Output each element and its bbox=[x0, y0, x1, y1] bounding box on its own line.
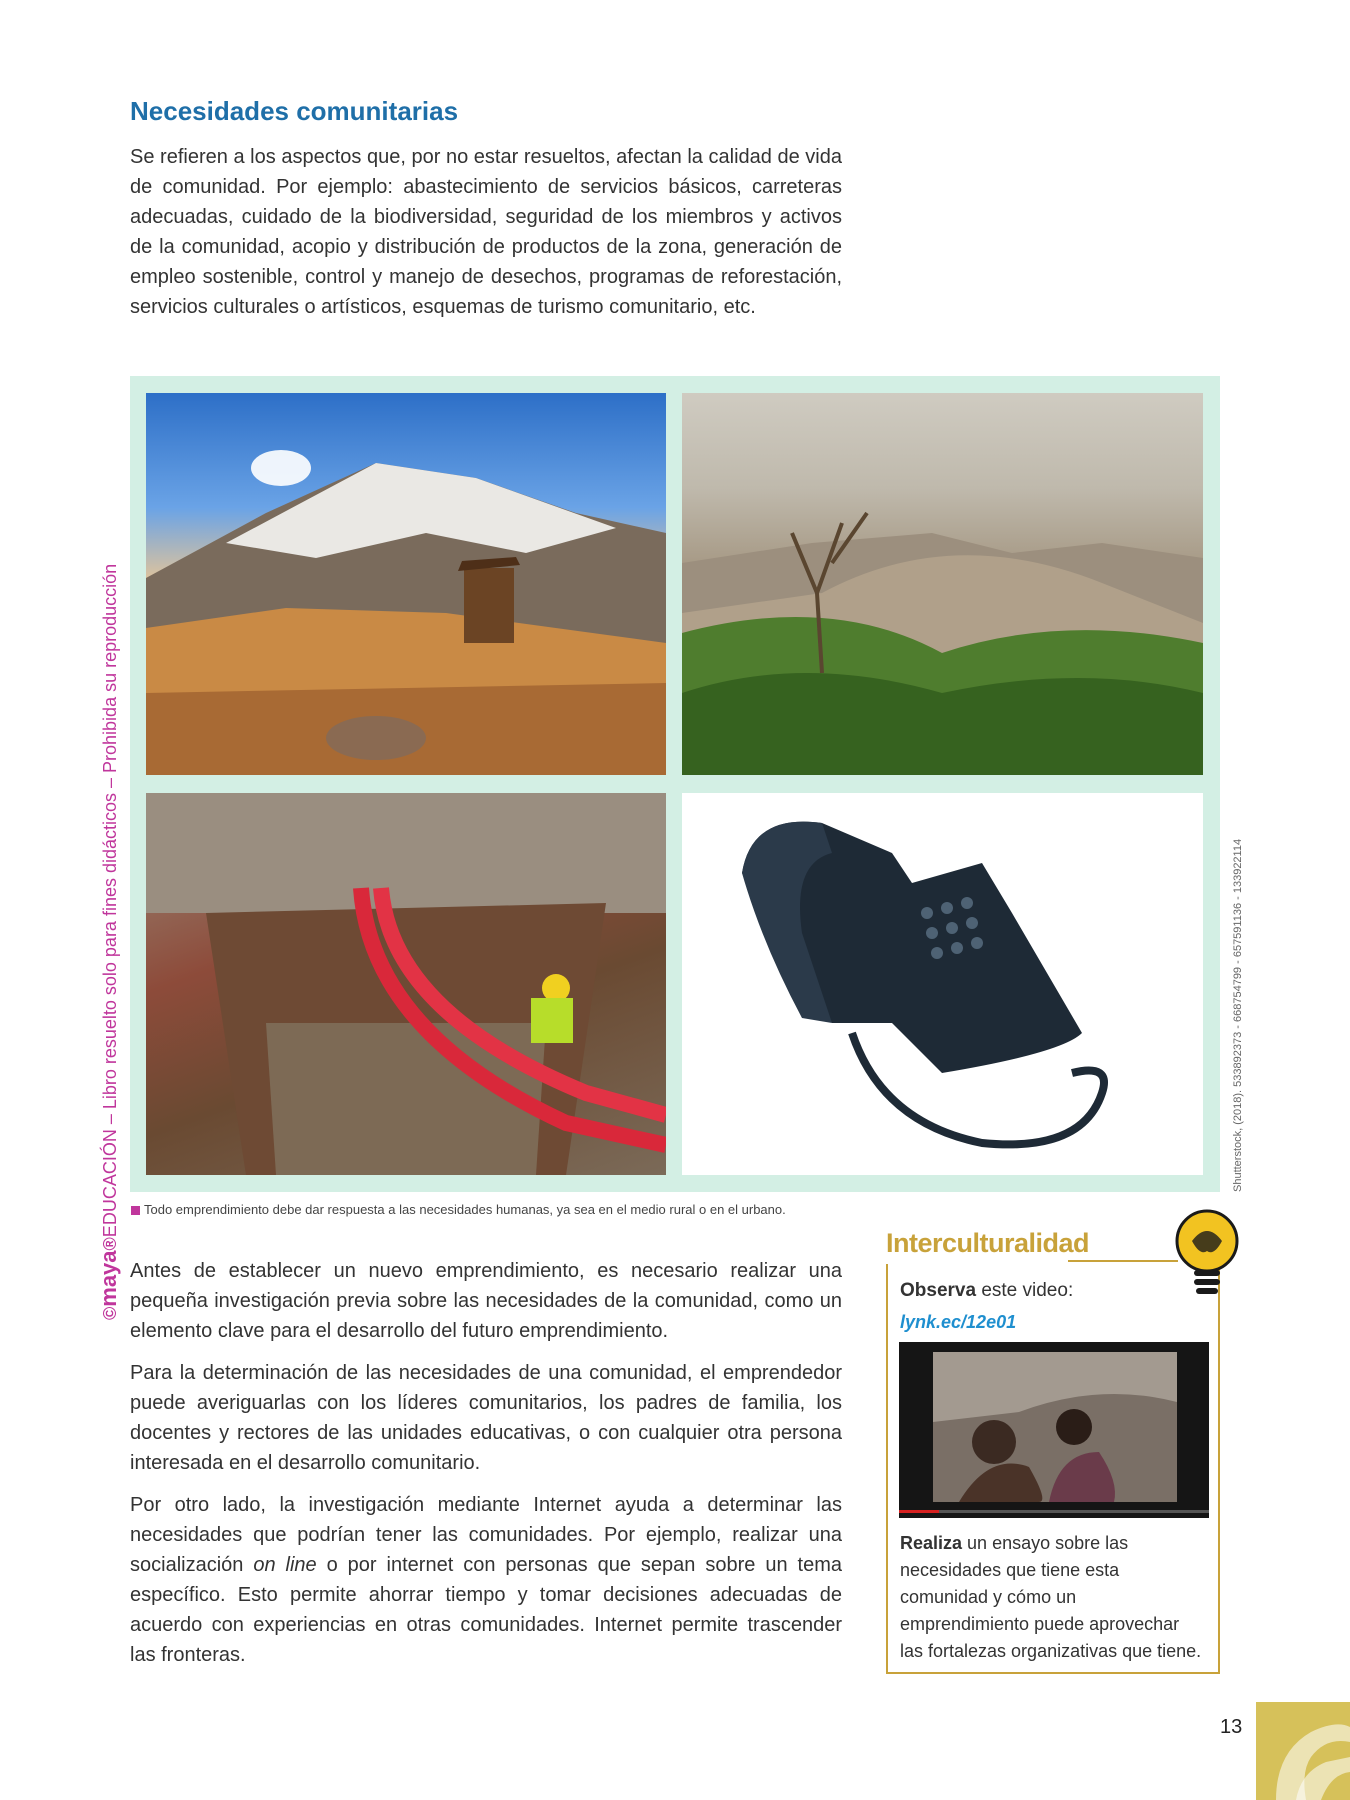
box-title-line bbox=[1068, 1260, 1178, 1262]
intro-paragraph: Se refieren a los aspectos que, por no estar resueltos, afectan la calidad de vida de comunidad. Por ejemplo: abastecimiento de servicios básicos, carreteras adecuadas, cuidado de la biodiversidad, seguridad de los miembros y activos de la comunidad, acopio y distribución de productos de la zona, generación de empleo sostenible, control y manejo de desechos, programas de reforestación, servicios culturales o artísticos, esquemas de turismo comunitario, etc. bbox=[130, 146, 842, 318]
body-paragraph-1: Antes de establecer un nuevo emprendimiento, es necesario realizar una pequeña investigación previa sobre las necesidades de la comunidad, como un elemento clave para el desarrollo del futuro emprendimiento. bbox=[130, 1260, 842, 1342]
photo-credit: Shutterstock, (2018). 533892373 - 668754799 - 657591136 - 133922114 bbox=[1232, 838, 1244, 1192]
realiza-instruction bbox=[900, 1530, 1202, 1665]
city-illustration bbox=[682, 393, 1203, 775]
photo-trench-pipes bbox=[146, 793, 666, 1175]
photo-city-hill bbox=[682, 393, 1203, 775]
caption-bullet bbox=[131, 1206, 140, 1215]
mountain-illustration bbox=[146, 393, 666, 775]
registered-symbol: ® bbox=[100, 1237, 120, 1251]
lightbulb-icon bbox=[1172, 1206, 1242, 1306]
section-heading: Necesidades comunitarias bbox=[130, 96, 459, 126]
corner-hand-icon bbox=[1256, 1702, 1350, 1800]
video-frame-illustration bbox=[899, 1342, 1209, 1518]
box-title: Interculturalidad bbox=[886, 1228, 1090, 1258]
p3-italic: on line bbox=[253, 1554, 317, 1576]
brand-logo: maya bbox=[96, 1250, 121, 1307]
page-number: 13 bbox=[1220, 1716, 1243, 1738]
p3-text-before: Por otro lado, la investigación mediante Internet ayuda a determinar las necesidades que podrían tener las comunidades. Por ejemplo, realizar una socialización bbox=[130, 1494, 842, 1576]
trench-illustration bbox=[146, 793, 666, 1175]
side-credit-text: EDUCACIÓN – Libro resuelto solo para fines didácticos – Prohibida su reproducción bbox=[100, 563, 120, 1238]
video-link[interactable]: lynk.ec/12e01 bbox=[900, 1312, 1017, 1332]
photo-panel bbox=[130, 376, 1220, 1192]
realiza-rest: un ensayo sobre las necesidades que tiene esta comunidad y cómo un emprendimiento puede aprovechar las fortalezas organizativas que tiene. bbox=[900, 1533, 1202, 1661]
body-paragraph-3 bbox=[130, 1490, 842, 1670]
photo-telephone bbox=[682, 793, 1203, 1175]
telephone-illustration bbox=[682, 793, 1203, 1175]
observe-bold: Observa bbox=[900, 1280, 977, 1301]
body-paragraph-2: Para la determinación de las necesidades de una comunidad, el emprendedor puede averiguarlas con los líderes comunitarios, los padres de familia, los docentes y rectores de las unidades educativas, o con cualquier otra persona interesada en el desarrollo comunitario. bbox=[130, 1362, 842, 1474]
observe-rest: este video: bbox=[976, 1280, 1074, 1301]
p3-text-after: o por internet con personas que sepan sobre un tema específico. Esto permite ahorrar tiempo y tomar decisiones adecuadas de acuerdo con experiencias en otras comunidades. Internet permite trascender las fronteras. bbox=[130, 1554, 842, 1666]
video-thumbnail[interactable] bbox=[899, 1342, 1209, 1518]
realiza-bold: Realiza bbox=[900, 1533, 963, 1553]
photo-caption: Todo emprendimiento debe dar respuesta a las necesidades humanas, ya sea en el medio rural o en el urbano. bbox=[144, 1202, 786, 1217]
copyright-symbol: © bbox=[100, 1306, 120, 1320]
observe-instruction bbox=[900, 1280, 1073, 1302]
side-credit bbox=[96, 564, 122, 1320]
photo-mountain-latrine bbox=[146, 393, 666, 775]
